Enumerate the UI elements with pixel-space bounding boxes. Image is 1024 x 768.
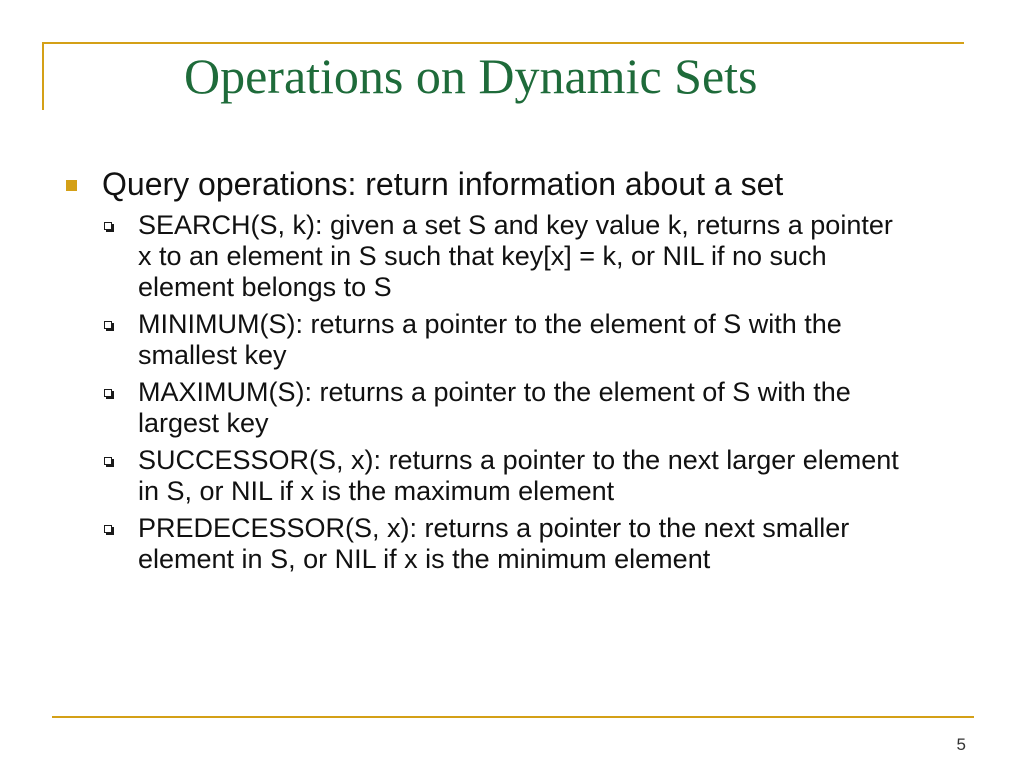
sub-bullet-text: PREDECESSOR(S, x): returns a pointer to the next smaller element in S, or NIL if x is the minimum element (138, 513, 850, 574)
sub-bullet-text: SEARCH(S, k): given a set S and key value k, returns a pointer x to an element in S such that key[x] = k, or NIL if no such element belongs to S (138, 210, 893, 302)
sub-bullet-predecessor (62, 513, 908, 575)
slide-title: Operations on Dynamic Sets (184, 48, 758, 104)
sub-bullet-maximum (62, 377, 908, 439)
sub-bullet-successor (62, 445, 908, 507)
sub-bullet-text: MINIMUM(S): returns a pointer to the element of S with the smallest key (138, 309, 842, 370)
page-number: 5 (956, 735, 966, 754)
left-rule (42, 42, 44, 110)
main-bullet-text: Query operations: return information about a set (102, 166, 784, 202)
hollow-square-bullet-icon (104, 321, 112, 329)
bottom-rule (52, 716, 974, 718)
hollow-square-bullet-icon (104, 222, 112, 230)
hollow-square-bullet-icon (104, 457, 112, 465)
hollow-square-bullet-icon (104, 389, 112, 397)
sub-bullet-minimum (62, 309, 908, 371)
hollow-square-bullet-icon (104, 525, 112, 533)
sub-bullet-text: SUCCESSOR(S, x): returns a pointer to the next larger element in S, or NIL if x is the maximum element (138, 445, 899, 506)
main-bullet (62, 160, 962, 208)
square-bullet-icon (66, 180, 77, 191)
sub-bullet-text: MAXIMUM(S): returns a pointer to the element of S with the largest key (138, 377, 851, 438)
sub-bullet-search (62, 210, 908, 303)
slide-body (62, 160, 962, 575)
